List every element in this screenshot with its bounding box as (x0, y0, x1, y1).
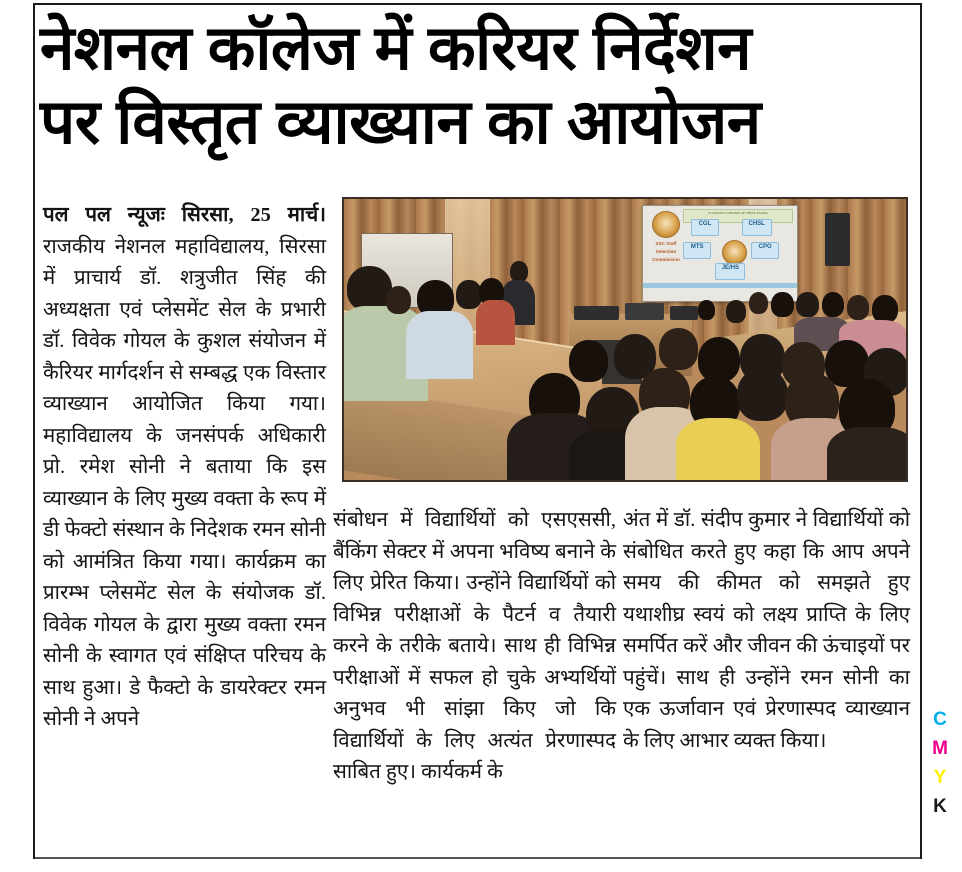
attendee-head (569, 340, 608, 382)
page-border-bottom (33, 857, 922, 859)
wall-speaker-icon (825, 213, 850, 266)
article-column-3-text: अंत में डॉ. संदीप कुमार ने विद्यार्थियों को संबोधित करते हुए कहा कि आप अपने समय की कीमत को समझते हुए यथाशीघ्र स्वयं को लक्ष्य प्राप्ति के लिए समर्पित करें और जीवन की ऊंचाइयों पर पहुंचें। साथ ही उन्होंने रमन सोनी का एक ऊर्जावान एवं प्रेरणास्पद व्याख्यान के लिए आभार व्यक्त किया। (623, 509, 910, 752)
cmyk-mark-black: K (933, 796, 947, 817)
projection-screen (642, 205, 799, 303)
attendee-head (749, 292, 769, 314)
slide-banner-text: IT MAINLY CONSISTS OF THESE EXAMS (683, 209, 793, 222)
exam-box-je: JE/HS (715, 263, 745, 280)
cmyk-registration-marks (929, 705, 951, 821)
exam-box-cpo: CPO (751, 242, 779, 259)
slide-footer-band (643, 283, 798, 288)
attendee-head (386, 286, 411, 314)
ssc-organisation-name (646, 240, 686, 264)
article-column-1 (43, 200, 326, 736)
cmyk-mark-cyan: C (933, 709, 947, 730)
attendee-head (847, 295, 869, 320)
projector-icon (625, 303, 664, 320)
exam-box-cgl: CGL (691, 219, 719, 236)
attendee-body (476, 300, 515, 345)
attendee-head (347, 266, 392, 311)
presenter-head (510, 261, 528, 282)
av-device-icon (670, 306, 698, 320)
attendee-head (659, 328, 698, 370)
article-photo (342, 197, 908, 482)
attendee-head (698, 300, 715, 320)
attendee-head (872, 295, 897, 323)
attendee-head (737, 368, 788, 421)
dateline: पल पल न्यूजः सिरसा, 25 मार्च। (43, 204, 326, 226)
exam-box-chsl: CHSL (742, 219, 772, 236)
photo-scene (344, 199, 906, 480)
article-column-1-paragraph (43, 200, 326, 736)
ssc-emblem-center-icon (722, 240, 747, 265)
cmyk-mark-yellow: Y (933, 767, 947, 788)
attendee-body (827, 427, 908, 482)
laptop-icon (574, 306, 619, 320)
cmyk-mark-magenta: M (932, 738, 948, 759)
attendee-head (726, 300, 746, 322)
headline (40, 12, 915, 160)
attendee-body (406, 311, 473, 378)
page-border-left (33, 3, 35, 859)
attendee-head (456, 280, 481, 308)
exam-box-mts: MTS (683, 242, 711, 259)
attendee-head (771, 292, 793, 317)
attendee-head (822, 292, 844, 317)
headline-line-1: नेशनल कॉलेज में करियर निर्देशन (40, 14, 752, 83)
page-border-top (33, 3, 922, 5)
attendee-body (676, 418, 760, 482)
ssc-line-1: SSC (655, 241, 665, 246)
ssc-line-2: Staff (666, 241, 677, 246)
ssc-emblem-icon (652, 211, 680, 238)
page-border-right (920, 3, 922, 859)
attendee-head (796, 292, 818, 317)
article-column-1-text: राजकीय नेशनल महाविद्यालय, सिरसा में प्राचार्य डॉ. शत्रुजीत सिंह की अध्यक्षता एवं प्लेसमेंट सेल के प्रभारी डॉ. विवेक गोयल के कुशल संयोजन में कैरियर मार्गदर्शन से सम्बद्ध एक विस्तार व्याख्यान आयोजित किया गया। महाविद्यालय के जनसंपर्क अधिकारी प्रो. रमेश सोनी ने बताया कि इस व्याख्यान के लिए मुख्य वक्ता के रूप में डी फेक्टो संस्थान के निदेशक रमन सोनी को आमंत्रित किया गया। कार्यक्रम का प्रारम्भ प्लेसमेंट सेल के संयोजक डॉ. विवेक गोयल के द्वारा मुख्य वक्ता रमन सोनी के स्वागत एवं संक्षिप्त परिचय के साथ हुआ। डे फैक्टो के डायरेक्टर रमन सोनी ने अपने (43, 235, 326, 730)
article-column-2-text: संबोधन में विद्यार्थियों को एसएससी, बैंकिंग सेक्टर में अपना भविष्य बनाने के लिए प्रेरित किया। उन्होंने विद्यार्थियों को विभिन्न परीक्षाओं के पैटर्न व तैयारी करने के तरीके बताये। साथ ही विभिन्न परीक्षाओं में सफल हो चुके अभ्यर्थियों अनुभव भी सांझा किए जो कि विद्यार्थियों के लिए अत्यंत प्रेरणास्पद साबित हुए। कार्यकर्म के (333, 509, 616, 783)
ssc-line-4: Commission (652, 257, 680, 263)
ssc-line-3: Selection (655, 249, 677, 255)
attendee-head (698, 337, 740, 382)
article-column-3 (623, 505, 910, 757)
headline-line-2: पर विस्तृत व्याख्यान का आयोजन (40, 88, 761, 157)
article-column-2 (333, 505, 616, 789)
